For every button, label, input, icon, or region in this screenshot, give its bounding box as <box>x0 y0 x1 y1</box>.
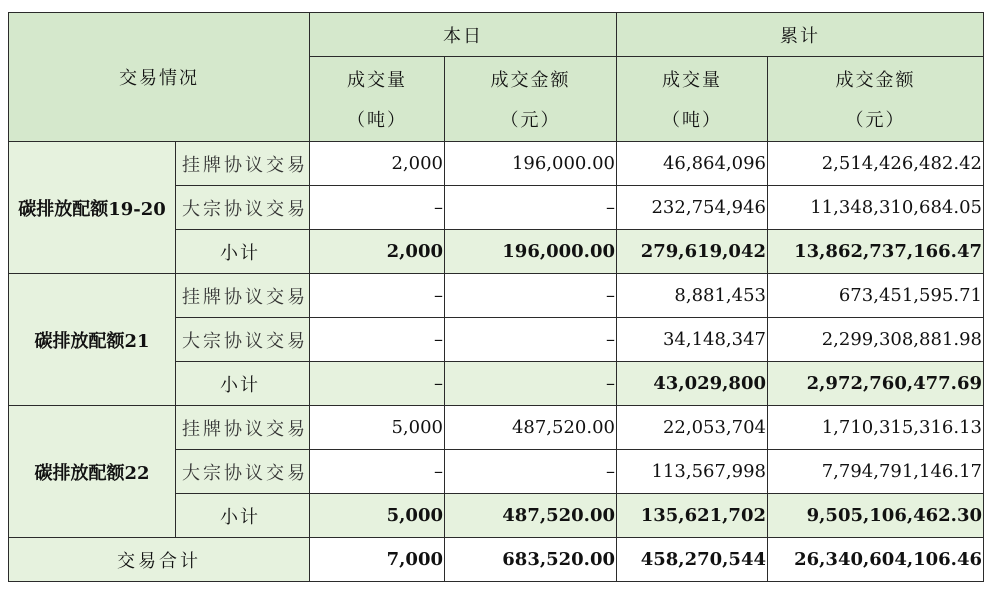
subtotal-today-volume: – <box>310 362 445 406</box>
today-volume: – <box>310 450 445 494</box>
today-amount: – <box>445 274 617 318</box>
subtotal-today-volume: 5,000 <box>310 494 445 538</box>
cum-amount: 11,348,310,684.05 <box>768 186 984 230</box>
subtotal-cum-amount: 13,862,737,166.47 <box>768 230 984 274</box>
header-volume-label: 成交量 <box>347 70 407 91</box>
cum-amount: 2,299,308,881.98 <box>768 318 984 362</box>
header-volume-label: 成交量 <box>662 70 722 91</box>
header-unit-yuan: （元） <box>500 110 561 131</box>
table-row <box>9 406 984 450</box>
today-volume: 2,000 <box>310 142 445 186</box>
header-unit-ton: （吨） <box>662 110 722 131</box>
header-trade-situation: 交易情况 <box>9 13 310 142</box>
header-cum-volume <box>617 57 768 142</box>
total-today-amount: 683,520.00 <box>445 538 617 582</box>
subtotal-today-amount: – <box>445 362 617 406</box>
header-unit-ton: （吨） <box>347 110 407 131</box>
today-amount: 487,520.00 <box>445 406 617 450</box>
subtotal-label: 小计 <box>176 230 310 274</box>
subtotal-cum-volume: 279,619,042 <box>617 230 768 274</box>
subtotal-label: 小计 <box>176 494 310 538</box>
subtotal-label: 小计 <box>176 362 310 406</box>
today-amount: 196,000.00 <box>445 142 617 186</box>
table-row <box>9 274 984 318</box>
trade-summary-table <box>8 12 984 582</box>
today-volume: – <box>310 318 445 362</box>
total-label: 交易合计 <box>9 538 310 582</box>
cum-volume: 46,864,096 <box>617 142 768 186</box>
cum-volume: 22,053,704 <box>617 406 768 450</box>
total-cum-volume: 458,270,544 <box>617 538 768 582</box>
today-volume: – <box>310 186 445 230</box>
cum-amount: 7,794,791,146.17 <box>768 450 984 494</box>
cum-amount: 1,710,315,316.13 <box>768 406 984 450</box>
total-cum-amount: 26,340,604,106.46 <box>768 538 984 582</box>
header-today-amount <box>445 57 617 142</box>
cum-amount: 2,514,426,482.42 <box>768 142 984 186</box>
trade-type: 挂牌协议交易 <box>176 274 310 318</box>
today-volume: 5,000 <box>310 406 445 450</box>
header-amount-label: 成交金额 <box>835 70 916 91</box>
header-amount-label: 成交金额 <box>490 70 571 91</box>
cum-volume: 232,754,946 <box>617 186 768 230</box>
cum-volume: 34,148,347 <box>617 318 768 362</box>
header-unit-yuan: （元） <box>845 110 906 131</box>
header-cum-amount <box>768 57 984 142</box>
header-row-1 <box>9 13 984 57</box>
subtotal-cum-volume: 135,621,702 <box>617 494 768 538</box>
cum-amount: 673,451,595.71 <box>768 274 984 318</box>
subtotal-today-amount: 487,520.00 <box>445 494 617 538</box>
trade-type: 大宗协议交易 <box>176 318 310 362</box>
subtotal-today-amount: 196,000.00 <box>445 230 617 274</box>
header-today: 本日 <box>310 13 617 57</box>
table-row <box>9 142 984 186</box>
subtotal-cum-amount: 9,505,106,462.30 <box>768 494 984 538</box>
subtotal-cum-amount: 2,972,760,477.69 <box>768 362 984 406</box>
today-volume: – <box>310 274 445 318</box>
today-amount: – <box>445 450 617 494</box>
group-name: 碳排放配额21 <box>9 274 176 406</box>
total-today-volume: 7,000 <box>310 538 445 582</box>
header-cumulative: 累计 <box>617 13 984 57</box>
subtotal-today-volume: 2,000 <box>310 230 445 274</box>
group-name: 碳排放配额19-20 <box>9 142 176 274</box>
group-name: 碳排放配额22 <box>9 406 176 538</box>
cum-volume: 113,567,998 <box>617 450 768 494</box>
cum-volume: 8,881,453 <box>617 274 768 318</box>
subtotal-cum-volume: 43,029,800 <box>617 362 768 406</box>
trade-type: 挂牌协议交易 <box>176 142 310 186</box>
total-row <box>9 538 984 582</box>
trade-type: 大宗协议交易 <box>176 186 310 230</box>
today-amount: – <box>445 186 617 230</box>
today-amount: – <box>445 318 617 362</box>
trade-type: 挂牌协议交易 <box>176 406 310 450</box>
trade-type: 大宗协议交易 <box>176 450 310 494</box>
header-today-volume <box>310 57 445 142</box>
